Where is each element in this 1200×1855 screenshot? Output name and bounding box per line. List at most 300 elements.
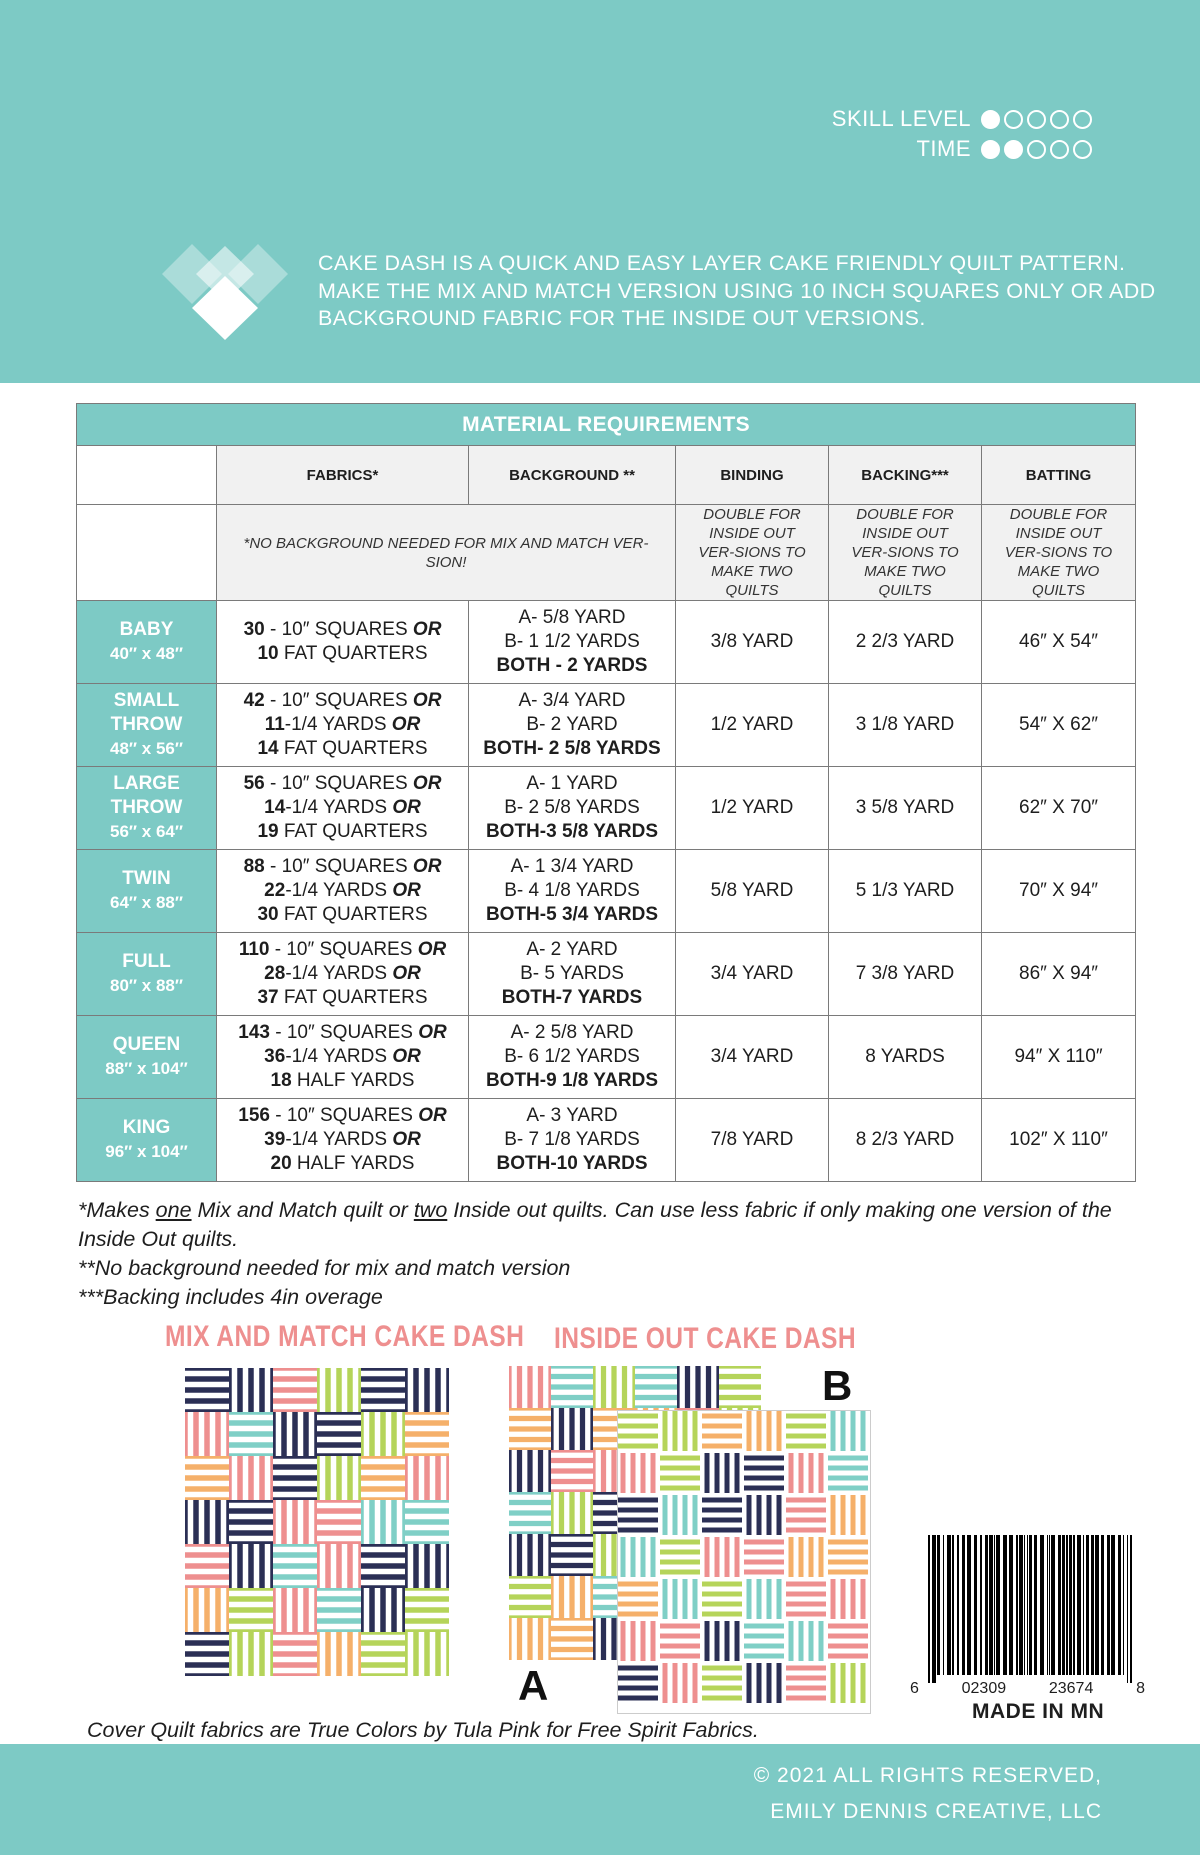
fabric-line: 22-1/4 YARDS OR <box>264 880 421 901</box>
barcode-bar <box>1123 1535 1124 1675</box>
quilt-strip <box>828 1476 868 1481</box>
size-dimensions: 40″ x 48″ <box>109 644 183 663</box>
quilt-strip <box>185 1371 229 1377</box>
quilt-strip <box>265 1456 271 1500</box>
barcode-bar <box>1049 1535 1050 1675</box>
quilt-strip <box>618 1498 658 1503</box>
quilt-strip <box>522 1534 527 1576</box>
quilt-strip <box>361 1635 405 1641</box>
quilt-strip <box>551 1652 593 1657</box>
quilt-strip <box>606 1534 611 1576</box>
quilt-strip <box>641 1621 646 1661</box>
quilt-strip <box>331 1632 337 1676</box>
quilt-strip <box>683 1579 688 1619</box>
quilt-strip <box>744 1560 784 1565</box>
quilt-strip <box>702 1414 742 1419</box>
quilt-strip <box>585 1492 590 1534</box>
quilt-strip <box>273 1459 317 1465</box>
quilt-strip <box>744 1644 784 1649</box>
quilt-strip <box>364 1412 370 1456</box>
barcode-bar <box>1027 1535 1028 1675</box>
quilt-strip <box>719 1390 761 1395</box>
quilt-strip <box>287 1412 293 1456</box>
quilt-strip <box>375 1500 381 1544</box>
quilt-strip <box>744 1550 784 1555</box>
quilt-strip <box>725 1537 730 1577</box>
quilt-strip <box>273 1657 317 1663</box>
barcode-bar <box>994 1535 995 1675</box>
barcode-bar <box>1066 1535 1068 1675</box>
note-batting: DOUBLE FOR INSIDE OUT VER-SIONS TO MAKE TWO QUILTS <box>982 505 1136 601</box>
quilt-strip <box>320 1544 326 1588</box>
note-blank <box>77 505 217 601</box>
barcode-digit-group: 02309 <box>961 1680 1007 1697</box>
made-in-label: MADE IN MN <box>972 1700 1105 1723</box>
quilt-strip <box>841 1663 846 1703</box>
quilt-strip <box>618 1414 658 1419</box>
inside-out-quilt-b-illustration <box>617 1410 871 1714</box>
quilt-strip <box>522 1450 527 1492</box>
quilt-strip <box>702 1582 742 1587</box>
quilt-strip <box>767 1579 772 1619</box>
quilt-strip <box>660 1550 700 1555</box>
quilt-strip <box>273 1470 317 1476</box>
quilt-strip <box>551 1642 593 1647</box>
quilt-strip <box>265 1368 271 1412</box>
quilt-strip <box>361 1668 405 1674</box>
barcode-bar <box>1034 1535 1037 1675</box>
barcode-bar <box>1062 1535 1065 1675</box>
quilt-strip <box>786 1666 826 1671</box>
quilt-strip <box>757 1411 762 1451</box>
rating-dot <box>1004 110 1023 129</box>
quilt-strip <box>715 1537 720 1577</box>
batting-cell: 54″ X 62″ <box>982 684 1136 767</box>
barcode-bar <box>1111 1535 1115 1675</box>
barcode-digit-group: 23674 <box>1048 1680 1094 1697</box>
quilt-strip <box>229 1624 273 1630</box>
barcode-bar <box>1003 1535 1007 1675</box>
quilt-strip <box>408 1456 414 1500</box>
quilt-strip <box>819 1537 824 1577</box>
barcode-bar <box>1058 1535 1061 1675</box>
quilt-strip <box>786 1434 826 1439</box>
quilt-strip <box>660 1476 700 1481</box>
quilt-strip <box>757 1663 762 1703</box>
quilt-strip <box>786 1414 826 1419</box>
quilt-strip <box>309 1588 315 1632</box>
quilt-strip <box>631 1537 636 1577</box>
quilt-strip <box>342 1632 348 1676</box>
quilt-strip <box>185 1404 229 1410</box>
quilt-strip <box>533 1366 538 1408</box>
quilt-strip <box>705 1537 710 1577</box>
background-a: A- 1 YARD <box>526 773 618 794</box>
quilt-strip <box>719 1400 761 1405</box>
quilt-strip <box>509 1600 551 1605</box>
quilt-strip <box>635 1379 677 1384</box>
quilt-strip <box>841 1579 846 1619</box>
quilt-strip <box>621 1621 626 1661</box>
quilt-strip <box>786 1508 826 1513</box>
quilt-strip <box>551 1474 593 1479</box>
quilt-strip <box>786 1518 826 1523</box>
skill-level-row <box>832 104 1092 134</box>
barcode-bar <box>937 1535 940 1675</box>
quilt-strip <box>298 1588 304 1632</box>
quilt-strip <box>551 1400 593 1405</box>
quilt-strip <box>185 1382 229 1388</box>
barcode-bar <box>1118 1535 1121 1675</box>
material-requirements-table <box>76 403 1136 1182</box>
quilt-strip <box>221 1412 227 1456</box>
quilt-strip <box>522 1366 527 1408</box>
quilt-strip <box>232 1368 238 1412</box>
fabric-line: 18 HALF YARDS <box>270 1070 415 1091</box>
fabrics-cell <box>217 1099 469 1182</box>
quilt-strip <box>331 1368 337 1412</box>
quilt-strip <box>273 1646 317 1652</box>
quilt-strip <box>618 1602 658 1607</box>
quilt-strip <box>831 1579 836 1619</box>
quilt-strip <box>663 1579 668 1619</box>
quilt-strip <box>229 1525 273 1531</box>
quilt-strip <box>585 1408 590 1450</box>
quilt-strip <box>185 1668 229 1674</box>
quilt-strip <box>744 1624 784 1629</box>
quilt-strip <box>361 1470 405 1476</box>
quilt-strip <box>221 1588 227 1632</box>
quilt-strip <box>635 1390 677 1395</box>
quilt-strip <box>361 1371 405 1377</box>
size-name: BABY <box>119 619 174 640</box>
fabric-line: 20 HALF YARDS <box>270 1153 415 1174</box>
size-dimensions: 56″ x 64″ <box>109 822 183 841</box>
quilt-strip <box>828 1550 868 1555</box>
fabric-line: 156 - 10″ SQUARES OR <box>238 1105 447 1126</box>
quilt-strip <box>702 1686 742 1691</box>
quilt-strip <box>405 1613 449 1619</box>
quilt-strip <box>273 1492 317 1498</box>
quilt-strip <box>618 1518 658 1523</box>
quilt-strip <box>635 1400 677 1405</box>
quilt-strip <box>641 1453 646 1493</box>
quilt-strip <box>430 1632 436 1676</box>
fabric-line: 30 - 10″ SQUARES OR <box>243 619 442 640</box>
pattern-intro: CAKE DASH IS A QUICK AND EASY LAYER CAKE FRIENDLY QUILT PATTERN. MAKE THE MIX AND MATCH VERSION USING 10 INCH SQUARES ONLY OR ADD BACKGROUND FABRIC FOR THE INSIDE OUT VERSIONS. <box>318 251 1156 330</box>
quilt-strip <box>551 1390 593 1395</box>
quilt-strip <box>353 1456 359 1500</box>
quilt-strip <box>533 1534 538 1576</box>
quilt-strip <box>660 1624 700 1629</box>
barcode-bar <box>1019 1535 1023 1675</box>
size-name: KING <box>122 1117 171 1138</box>
background-cell <box>469 1016 676 1099</box>
quilt-strip <box>701 1366 706 1408</box>
quilt-strip <box>786 1498 826 1503</box>
quilt-strip <box>221 1500 227 1544</box>
quilt-strip <box>651 1537 656 1577</box>
fabric-line: 10 FAT QUARTERS <box>257 643 428 664</box>
quilt-strip <box>386 1500 392 1544</box>
fabric-line: 14-1/4 YARDS OR <box>264 797 421 818</box>
quilt-strip <box>405 1415 449 1421</box>
header-background: BACKGROUND ** <box>469 446 676 505</box>
mix-match-title: MIX AND MATCH CAKE DASH <box>165 1320 525 1353</box>
batting-cell: 70″ X 94″ <box>982 850 1136 933</box>
quilt-strip <box>229 1602 273 1608</box>
quilt-strip <box>851 1579 856 1619</box>
quilt-strip <box>809 1453 814 1493</box>
size-cell <box>77 1016 217 1099</box>
quilt-strip <box>551 1484 593 1489</box>
quilt-strip <box>627 1366 632 1408</box>
quilt-strip <box>809 1537 814 1577</box>
barcode-bar <box>1130 1535 1132 1683</box>
batting-cell: 94″ X 110″ <box>982 1016 1136 1099</box>
quilt-strip <box>361 1459 405 1465</box>
quilt-strip <box>621 1537 626 1577</box>
quilt-strip <box>188 1500 194 1544</box>
size-dimensions: 64″ x 88″ <box>109 893 183 912</box>
quilt-strip <box>618 1696 658 1701</box>
quilt-strip <box>185 1459 229 1465</box>
quilt-strip <box>405 1426 449 1432</box>
quilt-strip <box>711 1366 716 1408</box>
quilt-strip <box>660 1634 700 1639</box>
quilt-strip <box>702 1424 742 1429</box>
table-title: MATERIAL REQUIREMENTS <box>77 404 1136 446</box>
note-no-background: *NO BACKGROUND NEEDED FOR MIX AND MATCH VER-SION! <box>217 505 676 601</box>
quilt-strip <box>719 1379 761 1384</box>
barcode-bar <box>985 1535 988 1675</box>
quilt-strip <box>317 1602 361 1608</box>
footnotes <box>78 1196 1158 1312</box>
quilt-strip <box>618 1612 658 1617</box>
quilt-strip <box>683 1495 688 1535</box>
quilt-strip <box>702 1434 742 1439</box>
size-cell <box>77 933 217 1016</box>
quilt-strip <box>828 1634 868 1639</box>
quilt-strip <box>767 1495 772 1535</box>
inside-out-title: INSIDE OUT CAKE DASH <box>554 1322 857 1355</box>
size-name: SMALL THROW <box>110 690 183 735</box>
quilt-strip <box>819 1453 824 1493</box>
quilt-strip <box>397 1500 403 1544</box>
quilt-strip <box>828 1624 868 1629</box>
quilt-strip <box>317 1591 361 1597</box>
background-a: A- 2 YARD <box>526 939 618 960</box>
table-row <box>77 1016 1136 1099</box>
background-both: BOTH-10 YARDS <box>496 1153 648 1174</box>
quilt-strip <box>789 1453 794 1493</box>
quilt-strip <box>663 1411 668 1451</box>
quilt-strip <box>702 1592 742 1597</box>
quilt-strip <box>660 1644 700 1649</box>
quilt-strip <box>543 1366 548 1408</box>
quilt-strip <box>828 1456 868 1461</box>
quilt-strip <box>273 1393 317 1399</box>
quilt-strip <box>317 1525 361 1531</box>
quilt-strip <box>551 1631 593 1636</box>
barcode-bar <box>1073 1535 1075 1675</box>
quilt-strip <box>408 1368 414 1412</box>
quilt-strip <box>273 1547 317 1553</box>
quilt-strip <box>551 1568 593 1573</box>
quilt-strip <box>441 1368 447 1412</box>
fabric-line: 88 - 10″ SQUARES OR <box>243 856 442 877</box>
quilt-strip <box>199 1412 205 1456</box>
background-b: B- 5 YARDS <box>520 963 624 984</box>
quilt-strip <box>715 1621 720 1661</box>
quilt-strip <box>430 1368 436 1412</box>
quilt-strip <box>828 1654 868 1659</box>
barcode-icon <box>910 1535 1145 1685</box>
quilt-strip <box>735 1453 740 1493</box>
quilt-strip <box>317 1536 361 1542</box>
quilt-strip <box>786 1602 826 1607</box>
backing-cell: 5 1/3 YARD <box>829 850 982 933</box>
quilt-strip <box>747 1411 752 1451</box>
backing-cell: 3 5/8 YARD <box>829 767 982 850</box>
quilt-strip <box>408 1632 414 1676</box>
quilt-strip <box>618 1424 658 1429</box>
fabric-line: 110 - 10″ SQUARES OR <box>238 939 447 960</box>
table-row <box>77 684 1136 767</box>
fabric-line: 30 FAT QUARTERS <box>257 904 428 925</box>
time-dots <box>981 140 1092 159</box>
quilt-strip <box>786 1612 826 1617</box>
quilt-strip <box>320 1368 326 1412</box>
quilt-strip <box>786 1528 826 1533</box>
quilt-strip <box>786 1424 826 1429</box>
quilt-strip <box>693 1579 698 1619</box>
barcode-bar <box>1069 1535 1072 1675</box>
quilt-strip <box>397 1412 403 1456</box>
quilt-strip <box>273 1404 317 1410</box>
quilt-strip <box>210 1500 216 1544</box>
rating-dot <box>1027 110 1046 129</box>
quilt-strip <box>331 1544 337 1588</box>
size-name: LARGE THROW <box>110 773 183 818</box>
quilt-strip <box>185 1492 229 1498</box>
skill-time-indicator <box>832 104 1092 164</box>
quilt-strip <box>543 1618 548 1660</box>
quilt-strip <box>564 1576 569 1618</box>
batting-cell: 102″ X 110″ <box>982 1099 1136 1182</box>
quilt-label-a: A <box>518 1662 549 1709</box>
size-dimensions: 48″ x 56″ <box>109 739 183 758</box>
quilt-strip <box>229 1536 273 1542</box>
fabric-line: 14 FAT QUARTERS <box>257 738 428 759</box>
quilt-strip <box>509 1505 551 1510</box>
quilt-strip <box>747 1495 752 1535</box>
quilt-strip <box>680 1366 685 1408</box>
quilt-strip <box>273 1635 317 1641</box>
quilt-strip <box>663 1495 668 1535</box>
background-b: B- 7 1/8 YARDS <box>504 1129 640 1150</box>
quilt-strip <box>828 1466 868 1471</box>
quilt-strip <box>229 1503 273 1509</box>
copyright <box>754 1758 1102 1830</box>
quilt-strip <box>522 1618 527 1660</box>
background-both: BOTH-7 YARDS <box>501 987 643 1008</box>
quilt-strip <box>715 1453 720 1493</box>
rating-dot <box>1004 140 1023 159</box>
quilt-strip <box>786 1686 826 1691</box>
background-both: BOTH-9 1/8 YARDS <box>485 1070 659 1091</box>
quilt-strip <box>210 1588 216 1632</box>
barcode-digit-group: 8 <box>1136 1680 1145 1697</box>
quilt-strip <box>361 1481 405 1487</box>
quilt-strip <box>512 1450 517 1492</box>
fabrics-cell <box>217 1016 469 1099</box>
header-batting: BATTING <box>982 446 1136 505</box>
fabric-line: 39-1/4 YARDS OR <box>264 1129 421 1150</box>
quilt-strip <box>276 1500 282 1544</box>
quilt-strip <box>861 1495 866 1535</box>
background-a: A- 3 YARD <box>526 1105 618 1126</box>
quilt-strip <box>596 1366 601 1408</box>
background-a: A- 3/4 YARD <box>518 690 626 711</box>
quilt-strip <box>509 1589 551 1594</box>
quilt-strip <box>777 1579 782 1619</box>
quilt-strip <box>361 1657 405 1663</box>
header-backing: BACKING*** <box>829 446 982 505</box>
quilt-strip <box>702 1444 742 1449</box>
footnote-1-part: Inside out quilts. Can use less fabric if only making one version of the Inside Out quilts. <box>78 1198 1112 1251</box>
quilt-strip <box>618 1676 658 1681</box>
quilt-strip <box>509 1442 551 1447</box>
quilt-strip <box>405 1591 449 1597</box>
table-row <box>77 767 1136 850</box>
background-cell <box>469 1099 676 1182</box>
quilt-strip <box>851 1663 856 1703</box>
quilt-strip <box>364 1588 370 1632</box>
fabric-line: 56 - 10″ SQUARES OR <box>243 773 442 794</box>
fabric-line: 36-1/4 YARDS OR <box>264 1046 421 1067</box>
fabrics-cell <box>217 850 469 933</box>
note-binding: DOUBLE FOR INSIDE OUT VER-SIONS TO MAKE TWO QUILTS <box>676 505 829 601</box>
quilt-strip <box>596 1618 601 1660</box>
quilt-strip <box>229 1514 273 1520</box>
quilt-strip <box>243 1456 249 1500</box>
barcode-bar <box>1047 1535 1048 1675</box>
quilt-strip <box>861 1411 866 1451</box>
quilt-strip <box>554 1408 559 1450</box>
footnote-1-part: *Makes <box>78 1198 156 1222</box>
quilt-strip <box>512 1366 517 1408</box>
quilt-strip <box>361 1569 405 1575</box>
quilt-strip <box>551 1379 593 1384</box>
quilt-strip <box>799 1621 804 1661</box>
quilt-strip <box>744 1654 784 1659</box>
quilt-strip <box>229 1437 273 1443</box>
quilt-strip <box>320 1456 326 1500</box>
quilt-strip <box>702 1602 742 1607</box>
backing-cell: 2 2/3 YARD <box>829 601 982 684</box>
quilt-strip <box>702 1666 742 1671</box>
quilt-strip <box>618 1592 658 1597</box>
quilt-strip <box>702 1508 742 1513</box>
quilt-strip <box>757 1495 762 1535</box>
header-fabrics: FABRICS* <box>217 446 469 505</box>
mix-match-quilt-illustration <box>185 1368 449 1678</box>
quilt-strip <box>331 1456 337 1500</box>
quilt-strip <box>828 1486 868 1491</box>
binding-cell: 1/2 YARD <box>676 767 829 850</box>
copyright-line-2: EMILY DENNIS CREATIVE, LLC <box>770 1800 1102 1823</box>
